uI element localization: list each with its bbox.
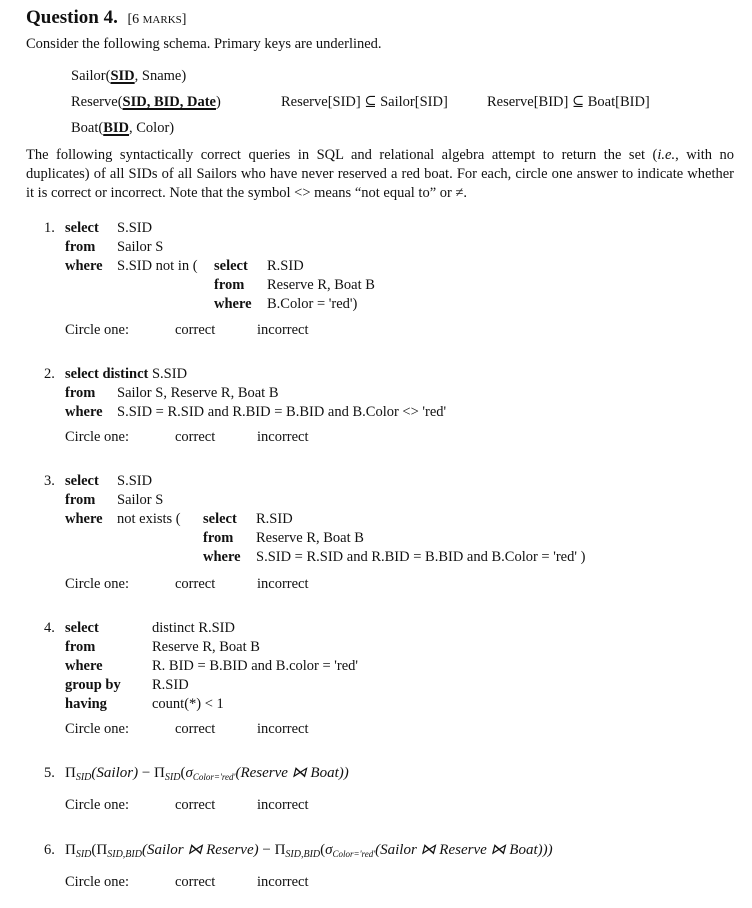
fk-reserve-bid: Reserve[BID] ⊆ Boat[BID] bbox=[487, 94, 650, 110]
q3-sub-kw-select: select bbox=[203, 511, 237, 527]
q4-having-clause: count(*) < 1 bbox=[152, 696, 224, 712]
q6-option-correct[interactable]: correct bbox=[175, 874, 216, 890]
q4-kw-having: having bbox=[65, 696, 107, 712]
q4-kw-select: select bbox=[65, 620, 99, 636]
q3-from-list: Sailor S bbox=[117, 492, 164, 508]
q4-kw-from: from bbox=[65, 639, 96, 655]
q3-number: 3. bbox=[44, 473, 55, 489]
q5-number: 5. bbox=[44, 765, 55, 781]
q3-sub-select-list: R.SID bbox=[256, 511, 293, 527]
q1-select-list: S.SID bbox=[117, 220, 153, 236]
marks-label: [6 MARKS] bbox=[127, 12, 187, 27]
q4-where-clause: R. BID = B.BID and B.color = 'red' bbox=[152, 658, 359, 674]
q6-option-incorrect[interactable]: incorrect bbox=[257, 874, 309, 890]
q1-option-correct[interactable]: correct bbox=[175, 322, 216, 338]
q6-expression: $\Pi_{SID}(\Pi_{SID,BID}(Sailor$ ⋈ Reserve) − $\Pi_{SID,BID}(\sigma_{Color='red'}(Sailor$ ⋈ Reserve ⋈ Boat))) bbox=[65, 842, 553, 860]
q1-sub-kw-select: select bbox=[214, 258, 248, 274]
q1-option-incorrect[interactable]: incorrect bbox=[257, 322, 309, 338]
question-title: Question 4. bbox=[26, 7, 118, 28]
reserve-primary-key: SID, BID, Date bbox=[122, 94, 216, 110]
q3-sub-where-clause: S.SID = R.SID and R.BID = B.BID and B.Color = 'red' ) bbox=[256, 549, 586, 565]
q2-from-list: Sailor S, Reserve R, Boat B bbox=[117, 385, 279, 401]
q4-circle-one-label: Circle one: bbox=[65, 721, 130, 737]
q2-select-line: select distinct S.SID bbox=[65, 366, 188, 382]
q3-option-incorrect[interactable]: incorrect bbox=[257, 576, 309, 592]
q1-number: 1. bbox=[44, 220, 55, 236]
q3-sub-kw-where: where bbox=[203, 549, 241, 565]
q6-circle-one-label: Circle one: bbox=[65, 874, 130, 890]
sailor-primary-key: SID bbox=[110, 68, 135, 84]
q4-group-by-list: R.SID bbox=[152, 677, 189, 693]
schema-sailor: Sailor(SID, Sname) bbox=[71, 68, 187, 84]
q1-where-clause: S.SID not in ( bbox=[117, 258, 198, 274]
q2-where-clause: S.SID = R.SID and R.BID = B.BID and B.Color <> 'red' bbox=[117, 404, 447, 420]
q1-kw-from: from bbox=[65, 239, 96, 255]
q1-sub-from-list: Reserve R, Boat B bbox=[267, 277, 375, 293]
description-paragraph: The following syntactically correct queries in SQL and relational algebra attempt to return the set (i.e., with no duplicates) of all SIDs of all Sailors who have never reserved a red boat. For each, circle one answer to indicate whether it is correct or incorrect. Note that the symbol <> means “not equal to” or ≠. bbox=[26, 147, 735, 201]
q4-select-list: distinct R.SID bbox=[152, 620, 235, 636]
q1-sub-where-clause: B.Color = 'red') bbox=[267, 296, 358, 312]
boat-primary-key: BID bbox=[103, 120, 130, 136]
q4-option-incorrect[interactable]: incorrect bbox=[257, 721, 309, 737]
q2-kw-where: where bbox=[65, 404, 103, 420]
q4-from-list: Reserve R, Boat B bbox=[152, 639, 260, 655]
q5-option-incorrect[interactable]: incorrect bbox=[257, 797, 309, 813]
q3-kw-select: select bbox=[65, 473, 99, 489]
q1-from-list: Sailor S bbox=[117, 239, 164, 255]
fk-reserve-sid: Reserve[SID] ⊆ Sailor[SID] bbox=[281, 94, 448, 110]
question-heading bbox=[26, 7, 186, 29]
schema-reserve: Reserve(SID, BID, Date) bbox=[71, 94, 221, 110]
q4-kw-group-by: group by bbox=[65, 677, 121, 693]
intro-text: Consider the following schema. Primary keys are underlined. bbox=[26, 36, 382, 52]
q5-option-correct[interactable]: correct bbox=[175, 797, 216, 813]
q5-expression: $\Pi_{SID}(Sailor)$ − $\Pi_{SID}(\sigma_{Color='red'}(Reserve$ ⋈ Boat)) bbox=[65, 765, 349, 783]
q1-kw-where: where bbox=[65, 258, 103, 274]
q1-sub-kw-from: from bbox=[214, 277, 245, 293]
q3-circle-one-label: Circle one: bbox=[65, 576, 130, 592]
q3-where-clause: not exists ( bbox=[117, 511, 181, 527]
schema-boat: Boat(BID, Color) bbox=[71, 120, 175, 136]
q4-option-correct[interactable]: correct bbox=[175, 721, 216, 737]
q3-kw-where: where bbox=[65, 511, 103, 527]
q6-number: 6. bbox=[44, 842, 55, 858]
q2-option-incorrect[interactable]: incorrect bbox=[257, 429, 309, 445]
q3-select-list: S.SID bbox=[117, 473, 153, 489]
q1-sub-kw-where: where bbox=[214, 296, 252, 312]
q2-option-correct[interactable]: correct bbox=[175, 429, 216, 445]
q1-sub-select-list: R.SID bbox=[267, 258, 304, 274]
q3-kw-from: from bbox=[65, 492, 96, 508]
q1-kw-select: select bbox=[65, 220, 99, 236]
q4-number: 4. bbox=[44, 620, 55, 636]
q2-number: 2. bbox=[44, 366, 55, 382]
q4-kw-where: where bbox=[65, 658, 103, 674]
q2-kw-from: from bbox=[65, 385, 96, 401]
q3-option-correct[interactable]: correct bbox=[175, 576, 216, 592]
q1-circle-one-label: Circle one: bbox=[65, 322, 130, 338]
q3-sub-kw-from: from bbox=[203, 530, 234, 546]
q5-circle-one-label: Circle one: bbox=[65, 797, 130, 813]
q3-sub-from-list: Reserve R, Boat B bbox=[256, 530, 364, 546]
q2-circle-one-label: Circle one: bbox=[65, 429, 130, 445]
